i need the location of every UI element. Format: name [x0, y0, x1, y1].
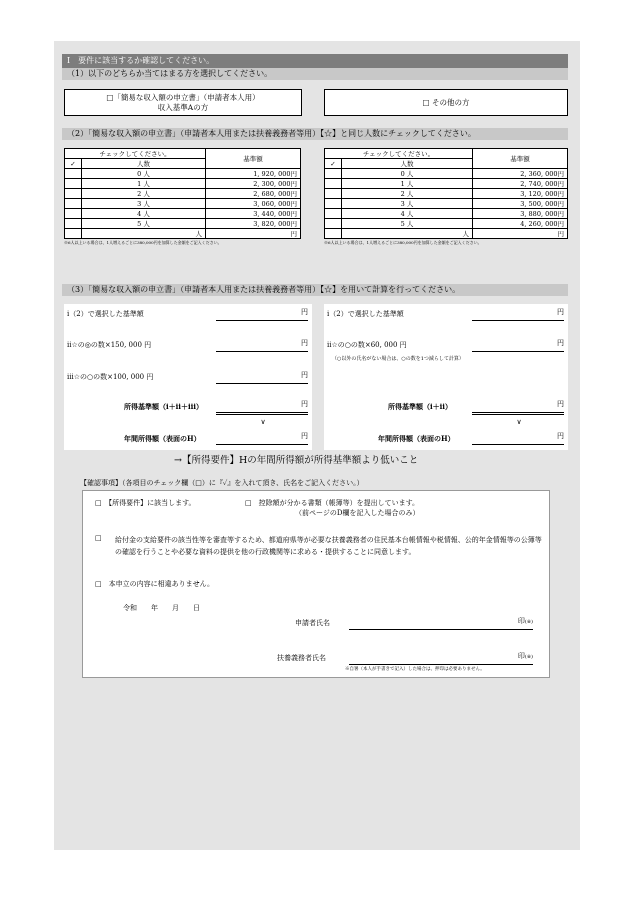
table-row[interactable]	[65, 169, 301, 179]
calc-right-ii-note: （○以外の氏名がない場合は、○の数を1つ減らして計算）	[332, 356, 464, 362]
people-cell[interactable]: 人	[82, 229, 206, 239]
amount-cell: 3, 440, 000円	[206, 209, 301, 219]
confirm-box	[82, 490, 550, 678]
calc-right-i-field[interactable]	[472, 308, 564, 321]
checkbox-cell[interactable]	[325, 179, 342, 189]
table-a-amount-header: 基準額	[206, 149, 301, 169]
calc-left-total-field[interactable]	[216, 400, 308, 415]
table-row[interactable]	[325, 199, 568, 209]
yen-unit: 円	[301, 339, 308, 347]
table-row[interactable]	[325, 229, 568, 239]
table-b-count-header: 人数	[342, 159, 473, 169]
calc-left-iii-label: ⅲ☆の○の数×100, 000 円	[67, 373, 154, 381]
amount-cell: 3, 500, 000円	[473, 199, 568, 209]
table-a-count-header: 人数	[82, 159, 206, 169]
table-row[interactable]	[325, 179, 568, 189]
table-a-check-header: チェックしてください。	[65, 149, 206, 159]
calc-right-annual-label: 年間所得額（表面のH）	[378, 434, 455, 443]
amount-cell: 3, 120, 000円	[473, 189, 568, 199]
checkbox-cell[interactable]	[65, 179, 82, 189]
checkbox-cell[interactable]	[65, 169, 82, 179]
yen-unit: 円	[557, 400, 564, 408]
checkbox-cell[interactable]	[65, 189, 82, 199]
calc-panel-left	[64, 304, 312, 450]
consent-text: 給付金の支給要件の該当性等を審査等するため、都道府県等が必要な扶養義務者の住民基本台帳情報や税情報、公的年金情報等の公簿等の確認を行うことや必要な資料の提供を他の行政機関等に求める・提供することに同意します。	[115, 536, 542, 556]
amount-cell: 3, 820, 000円	[206, 219, 301, 229]
yen-unit: 円	[301, 371, 308, 379]
amount-cell: 3, 060, 000円	[206, 199, 301, 209]
date-field[interactable]: 令和 年 月 日	[123, 604, 200, 612]
section-3-heading: （3）「簡易な収入額の申立書」（申請者本人用または扶養義務者等用）【☆】を用いて計算を行ってください。	[62, 284, 568, 296]
checkbox-cell[interactable]	[325, 189, 342, 199]
calc-right-ii-label: ⅱ☆の○の数×60, 000 円	[327, 341, 407, 349]
people-cell: 3 人	[82, 199, 206, 209]
confirm-heading: 【確認事項】（各項目のチェック欄（□）に『✓』を入れて頂き、氏名をご記入ください。）	[80, 479, 364, 487]
table-row[interactable]	[65, 219, 301, 229]
seal-mark: 印	[517, 652, 525, 660]
option-simple-income-line1: □「簡易な収入額の申立書」（申請者本人用）	[106, 92, 260, 102]
calc-right-total-label: 所得基準額（ⅰ＋ⅱ）	[388, 402, 452, 411]
calc-left-annual-field[interactable]	[216, 432, 308, 445]
table-b-check-header: チェックしてください。	[325, 149, 473, 159]
amount-cell[interactable]: 円	[206, 229, 301, 239]
table-b-amount-header: 基準額	[473, 149, 568, 169]
option-simple-income-line2: 収入基準Aの方	[157, 102, 209, 112]
table-row[interactable]	[65, 209, 301, 219]
table-row[interactable]	[325, 169, 568, 179]
seal-note: (※)	[524, 619, 533, 625]
people-cell: 2 人	[82, 189, 206, 199]
option-simple-income[interactable]	[64, 89, 302, 116]
calc-right-annual-field[interactable]	[472, 432, 564, 445]
seal-note: (※)	[524, 654, 533, 660]
calc-left-i-label: ⅰ（2）で選択した基準額	[67, 310, 144, 318]
section-1-header: Ⅰ 要件に該当するか確認してください。	[62, 54, 568, 68]
check-deduction-documents[interactable]: □ 控除額が分かる書類（帳簿等）を提出しています。	[245, 499, 420, 507]
people-cell: 5 人	[342, 219, 473, 229]
standard-table-b	[324, 148, 568, 245]
guardian-name-field[interactable]	[349, 652, 533, 665]
table-row[interactable]	[65, 229, 301, 239]
people-cell: 1 人	[82, 179, 206, 189]
check-deduction-note: （前ページのD欄を記入した場合のみ）	[295, 509, 420, 517]
form-page	[54, 41, 580, 850]
table-a-check-mark: ✓	[65, 159, 82, 169]
calc-panel-right	[324, 304, 568, 450]
amount-cell: 3, 880, 000円	[473, 209, 568, 219]
yen-unit: 円	[301, 308, 308, 316]
checkbox-cell[interactable]	[65, 199, 82, 209]
check-consent-box[interactable]: □	[95, 534, 102, 542]
amount-cell[interactable]: 円	[473, 229, 568, 239]
calc-left-i-field[interactable]	[216, 308, 308, 321]
table-b-check-mark: ✓	[325, 159, 342, 169]
applicant-name-label: 申請者氏名	[295, 619, 330, 627]
checkbox-cell[interactable]	[325, 229, 342, 239]
checkbox-cell[interactable]	[325, 169, 342, 179]
signature-footnote: ※自署（本人が手書きで記入）した場合は、押印は必要ありません。	[345, 667, 485, 672]
amount-cell: 2, 360, 000円	[473, 169, 568, 179]
income-requirement-note: →【所得要件】Hの年間所得額が所得基準額より低いこと	[174, 455, 419, 466]
table-row[interactable]	[325, 219, 568, 229]
people-cell: 3 人	[342, 199, 473, 209]
check-no-discrepancy[interactable]: □ 本申立の内容に相違ありません。	[95, 580, 215, 588]
option-other-label: □ その他の方	[422, 97, 470, 107]
people-cell: 5 人	[82, 219, 206, 229]
people-cell: 1 人	[342, 179, 473, 189]
calc-left-annual-label: 年間所得額（表面のH）	[124, 434, 201, 443]
checkbox-cell[interactable]	[65, 229, 82, 239]
checkbox-cell[interactable]	[65, 219, 82, 229]
check-income-requirement[interactable]: □ 【所得要件】に該当します。	[95, 499, 196, 507]
people-cell: 2 人	[342, 189, 473, 199]
table-row[interactable]	[325, 209, 568, 219]
table-b-note: ※6人以上いる場合は、1人増えるごとに380,000円を加算した金額をご記入ください。	[324, 240, 482, 245]
question-1: （1）以下のどちらか当てはまる方を選択してください。	[62, 68, 568, 80]
amount-cell: 1, 920, 000円	[206, 169, 301, 179]
yen-unit: 円	[557, 432, 564, 440]
option-other[interactable]	[324, 89, 568, 116]
amount-cell: 2, 740, 000円	[473, 179, 568, 189]
guardian-name-label: 扶養義務者氏名	[277, 654, 326, 662]
table-row[interactable]	[65, 189, 301, 199]
yen-unit: 円	[301, 432, 308, 440]
amount-cell: 2, 680, 000円	[206, 189, 301, 199]
applicant-name-field[interactable]	[349, 617, 533, 630]
table-a-note: ※6人以上いる場合は、1人増えるごとに380,000円を加算した金額をご記入ください。	[64, 240, 222, 245]
people-cell[interactable]: 人	[342, 229, 473, 239]
less-than-sign: ∨	[516, 418, 522, 426]
people-cell: 4 人	[342, 209, 473, 219]
section-2-heading: （2）「簡易な収入額の申立書」（申請者本人用または扶養義務者等用）【☆】と同じ人数にチェックしてください。	[62, 128, 568, 140]
yen-unit: 円	[301, 400, 308, 408]
seal-mark: 印	[517, 617, 525, 625]
calc-left-total-label: 所得基準額（ⅰ＋ⅱ＋ⅲ）	[124, 402, 203, 411]
amount-cell: 2, 300, 000円	[206, 179, 301, 189]
people-cell: 0 人	[82, 169, 206, 179]
people-cell: 4 人	[82, 209, 206, 219]
people-cell: 0 人	[342, 169, 473, 179]
checkbox-cell[interactable]	[325, 209, 342, 219]
standard-table-a	[64, 148, 301, 245]
calc-left-iii-field[interactable]	[216, 371, 308, 384]
checkbox-cell[interactable]	[325, 219, 342, 229]
amount-cell: 4, 260, 000円	[473, 219, 568, 229]
calc-left-ii-field[interactable]	[216, 339, 308, 352]
calc-right-ii-field[interactable]	[472, 339, 564, 352]
checkbox-cell[interactable]	[65, 209, 82, 219]
yen-unit: 円	[557, 308, 564, 316]
table-row[interactable]	[65, 199, 301, 209]
table-row[interactable]	[65, 179, 301, 189]
less-than-sign: ∨	[260, 418, 266, 426]
yen-unit: 円	[557, 339, 564, 347]
calc-right-i-label: ⅰ（2）で選択した基準額	[327, 310, 404, 318]
calc-left-ii-label: ⅱ☆の◎の数×150, 000 円	[67, 341, 152, 349]
calc-right-total-field[interactable]	[472, 400, 564, 415]
table-row[interactable]	[325, 189, 568, 199]
checkbox-cell[interactable]	[325, 199, 342, 209]
